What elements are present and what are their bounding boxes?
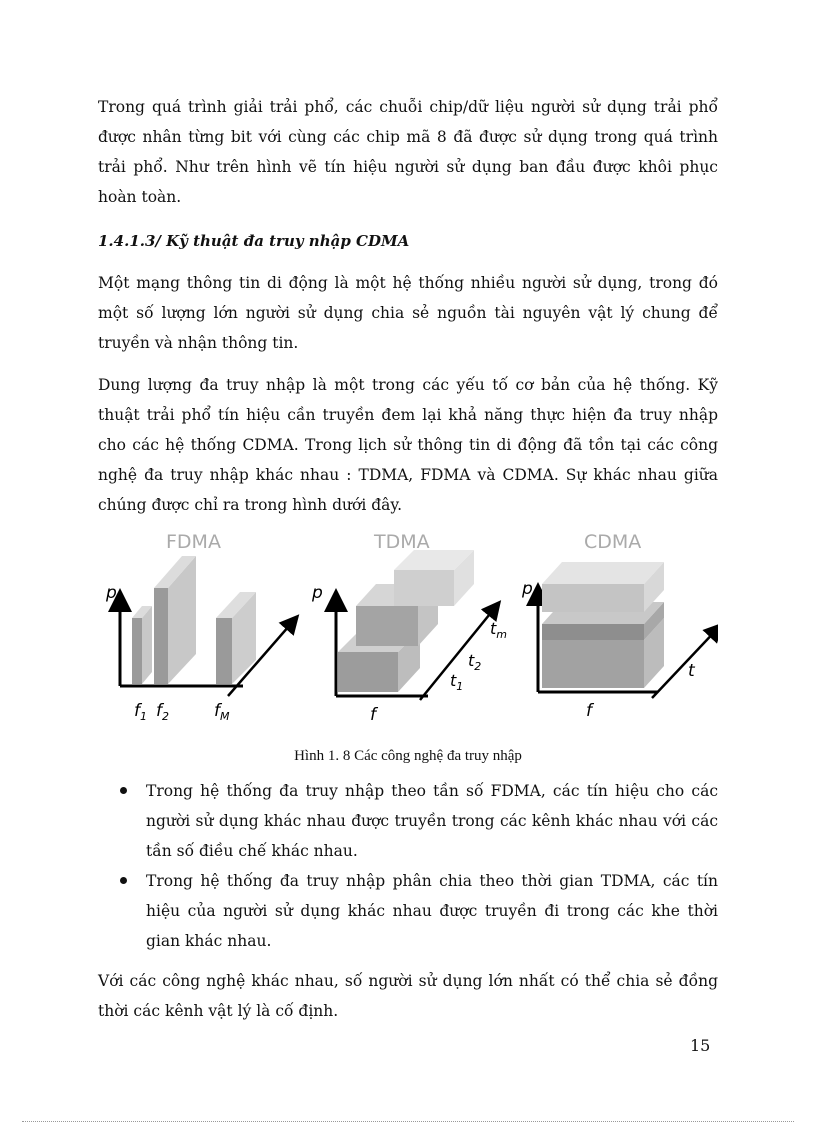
tdma-label-t2: $t_2$ [468,651,482,673]
tdma-panel [311,531,507,725]
page-bottom-border [22,1121,794,1122]
list-item: Trong hệ thống đa truy nhập theo tần số FDMA, các tín hiệu cho các người sử dụng khác nhau được truyền trong các kênh khác nhau với các tần số điều chế khác nhau. [146,776,718,866]
fdma-panel [105,531,296,723]
figure-caption: Hình 1. 8 Các công nghệ đa truy nhập [294,748,522,764]
cdma-title: CDMA [584,531,642,553]
figure-multiple-access [98,526,718,740]
page-content [98,92,718,1026]
fdma-title: FDMA [166,531,221,553]
cdma-layer-1 [542,640,644,688]
cdma-axis-f: f [586,701,592,721]
cdma-layer-3 [542,584,644,612]
tdma-axis-p: p [312,583,323,603]
fdma-axis-p: p [106,583,117,603]
fdma-bar-fm [216,618,232,684]
list-item: Trong hệ thống đa truy nhập phân chia theo thời gian TDMA, các tín hiệu của người sử dụng khác nhau được truyền đi trong các khe thời gian khác nhau. [146,866,718,956]
bullet-icon [120,877,127,884]
section-heading: 1.4.1.3/ Kỹ thuật đa truy nhập CDMA [98,232,410,250]
fdma-label-f1: $f_1$ [134,701,147,723]
paragraph-despreading: Trong quá trình giải trải phổ, các chuỗi chip/dữ liệu người sử dụng trải phổ được nhân từng bit với cùng các chip mã 8 đã được sử dụng trong quá trình trải phổ. Như trên hình vẽ tín hiệu người sử dụng ban đầu được khôi phục hoàn toàn. [98,98,718,206]
bullet-icon [120,787,127,794]
cdma-layer-2 [542,624,644,640]
cdma-panel [521,531,718,721]
tdma-box-t1 [338,652,398,692]
tdma-label-tm: $t_m$ [490,619,507,641]
cdma-axis-p: p [522,579,533,599]
figure-drawing [98,526,718,740]
fdma-bar-f2 [154,588,168,684]
fdma-bar-f1 [132,618,142,684]
fdma-label-fm: $f_M$ [214,701,230,723]
paragraph-mobile-network: Một mạng thông tin di động là một hệ thống nhiều người sử dụng, trong đó một số lượng lớn người sử dụng chia sẻ nguồn tài nguyên vật lý chung để truyền và nhận thông tin. [98,274,718,352]
tdma-title: TDMA [374,531,430,553]
paragraph-fixed-channels: Với các công nghệ khác nhau, số người sử dụng lớn nhất có thể chia sẻ đồng thời các kênh vật lý là cố định. [98,972,718,1020]
tdma-axis-f: f [370,705,376,725]
tdma-box-tm [394,570,454,606]
cdma-axis-t: t [688,661,695,681]
tdma-label-t1: $t_1$ [450,671,464,693]
page-number: 15 [690,1036,711,1055]
tdma-box-t2 [356,606,418,646]
paragraph-multiple-access: Dung lượng đa truy nhập là một trong các yếu tố cơ bản của hệ thống. Kỹ thuật trải phổ tín hiệu cần truyền đem lại khả năng thực hiện đa truy nhập cho các hệ thống CDMA. Trong lịch sử thông tin di động đã tồn tại các công nghệ đa truy nhập khác nhau : TDMA, FDMA và CDMA. Sự khác nhau giữa chúng được chỉ ra trong hình dưới đây. [98,376,718,514]
bullet-list [98,776,718,956]
fdma-label-f2: $f_2$ [156,701,169,723]
